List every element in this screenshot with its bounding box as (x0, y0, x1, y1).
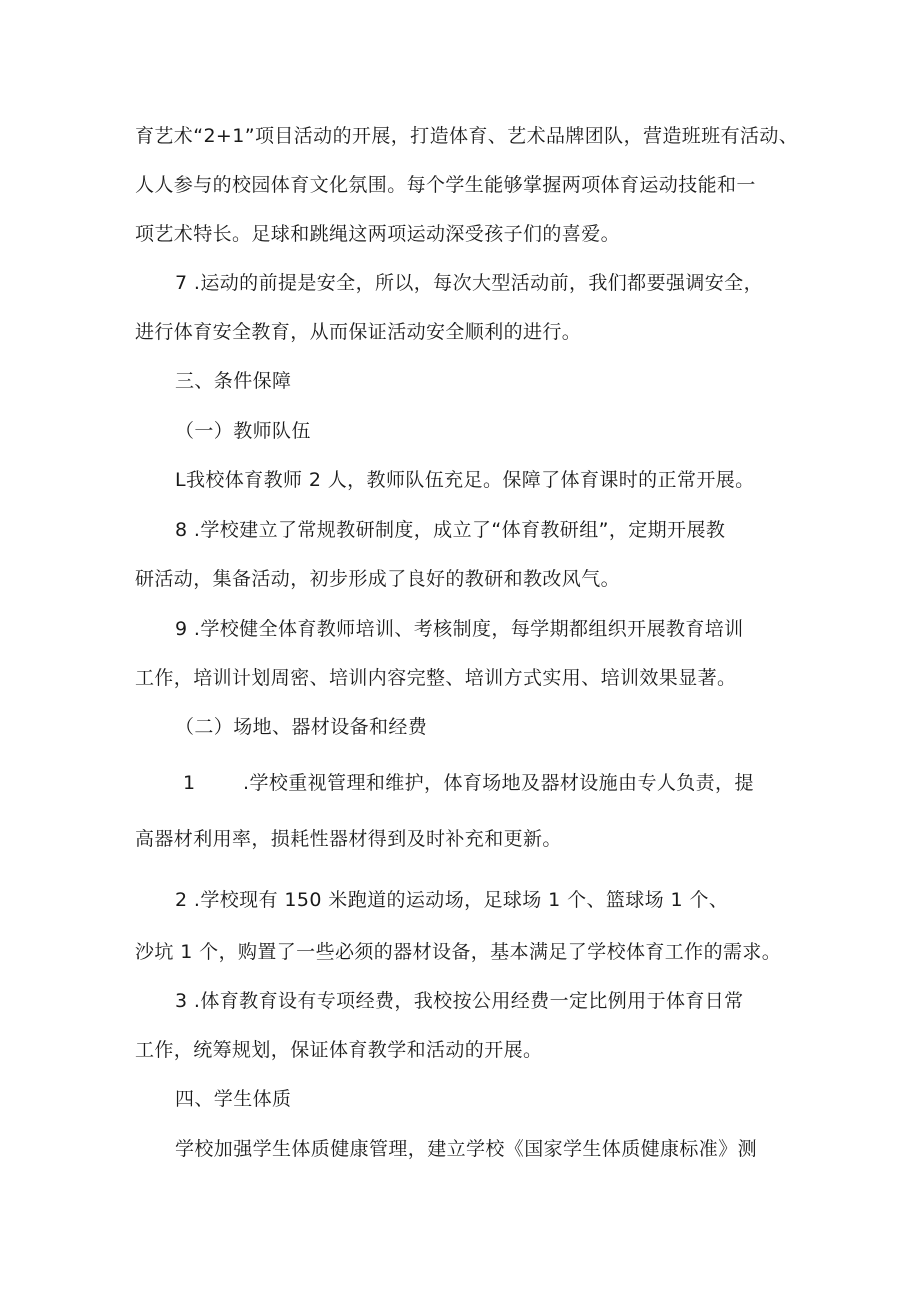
paragraph-line: 7 .运动的前提是安全，所以，每次大型活动前，我们都要强调安全， (175, 272, 763, 294)
subsection-heading: （一）教师队伍 (175, 420, 311, 442)
paragraph-line: 2 .学校现有 150 米跑道的运动场，足球场 1 个、篮球场 1 个、 (175, 889, 729, 911)
paragraph-line: 研活动，集备活动，初步形成了良好的教研和教改风气。 (135, 568, 621, 590)
section-heading: 四、学生体质 (175, 1088, 292, 1110)
paragraph-line: 育艺术“2+1”项目活动的开展，打造体育、艺术品牌团队，营造班班有活动、 (135, 125, 799, 147)
paragraph-line: 人人参与的校园体育文化氛围。每个学生能够掌握两项体育运动技能和一 (135, 174, 756, 196)
paragraph-line: .学校重视管理和维护，体育场地及器材设施由专人负责，提 (243, 772, 754, 794)
paragraph-line: 8 .学校建立了常规教研制度，成立了“体育教研组”，定期开展教 (175, 519, 726, 541)
paragraph-line: 项艺术特长。足球和跳绳这两项运动深受孩子们的喜爱。 (135, 223, 621, 245)
paragraph-line: 9 .学校健全体育教师培训、考核制度，每学期都组织开展教育培训 (175, 618, 744, 640)
section-heading: 三、条件保障 (175, 370, 292, 392)
subsection-heading: （二）场地、器材设备和经费 (175, 716, 428, 738)
paragraph-line: 高器材利用率，损耗性器材得到及时补充和更新。 (135, 828, 562, 850)
paragraph-line: 学校加强学生体质健康管理，建立学校《国家学生体质健康标准》测 (175, 1138, 758, 1160)
paragraph-line: 沙坑 1 个，购置了一些必须的器材设备，基本满足了学校体育工作的需求。 (135, 941, 782, 963)
paragraph-line: 3 .体育教育设有专项经费，我校按公用经费一定比例用于体育日常 (175, 990, 744, 1012)
paragraph-line: 工作，培训计划周密、培训内容完整、培训方式实用、培训效果显著。 (135, 667, 737, 689)
paragraph-line: 进行体育安全教育，从而保证活动安全顺利的进行。 (135, 321, 582, 343)
paragraph-line: 工作，统筹规划，保证体育教学和活动的开展。 (135, 1039, 543, 1061)
paragraph-line: L我校体育教师 2 人，教师队伍充足。保障了体育课时的正常开展。 (175, 469, 755, 491)
list-number: 1 (183, 772, 196, 794)
